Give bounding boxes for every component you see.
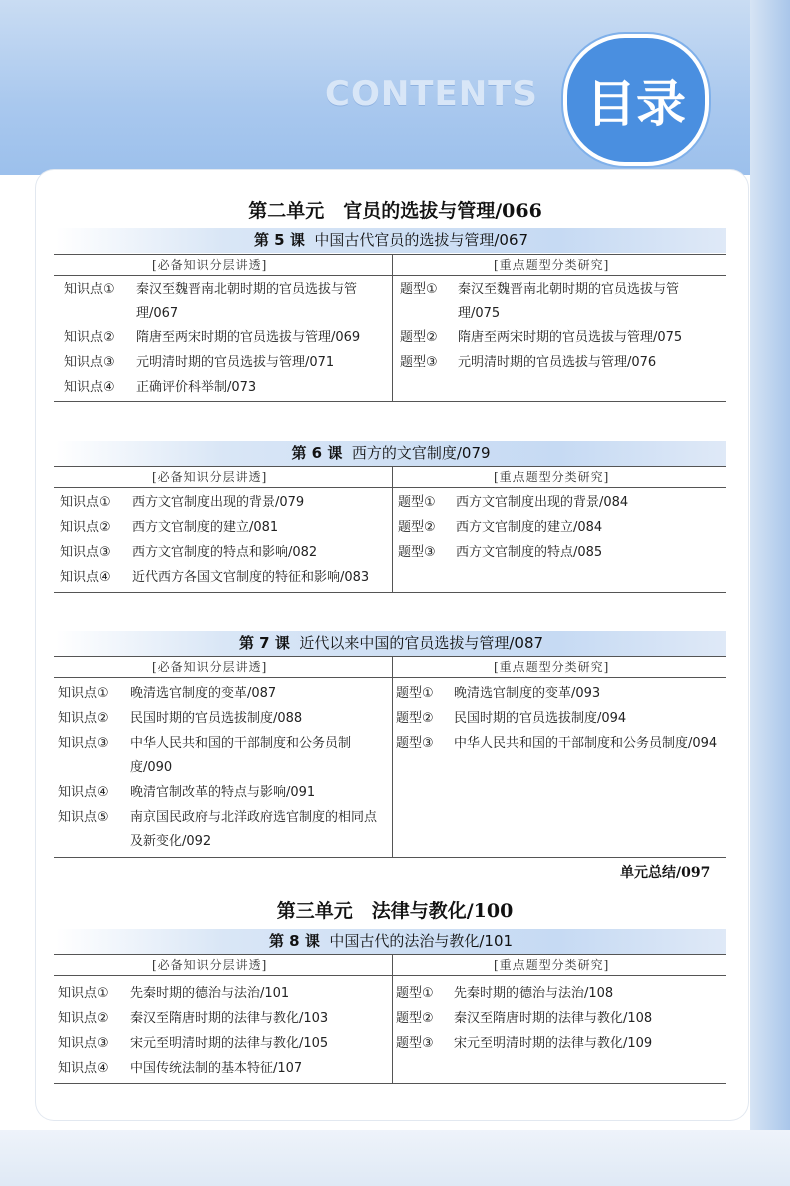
lesson-number: 第 7 课 bbox=[238, 634, 290, 652]
row-label: 知识点③ bbox=[64, 355, 115, 370]
right-column-header: [重点题型分类研究] bbox=[494, 958, 610, 972]
row-label: 题型① bbox=[398, 495, 436, 510]
lesson-box bbox=[54, 254, 726, 402]
row-text: 中华人民共和国的干部制度和公务员制度/090 bbox=[130, 736, 352, 775]
bottom-edge-decoration bbox=[0, 1130, 790, 1186]
row-label: 知识点② bbox=[64, 330, 115, 345]
row-label: 题型② bbox=[396, 1011, 434, 1026]
row-label: 知识点① bbox=[58, 686, 109, 701]
mulu-badge: 目录 bbox=[563, 34, 709, 166]
row-text: 中华人民共和国的干部制度和公务员制度/094 bbox=[454, 736, 718, 751]
row-text: 先秦时期的德治与法治/108 bbox=[454, 986, 614, 1001]
lesson-title: 近代以来中国的官员选拔与管理/087 bbox=[299, 634, 544, 652]
lesson-bar[interactable] bbox=[56, 228, 726, 253]
lesson-box bbox=[54, 656, 726, 858]
row-text: 西方文官制度的建立/081 bbox=[132, 520, 279, 535]
row-text: 晚清选官制度的变革/093 bbox=[454, 686, 601, 701]
lesson-bar[interactable] bbox=[56, 631, 726, 656]
lesson-number: 第 6 课 bbox=[291, 444, 343, 462]
row-label: 知识点⑤ bbox=[58, 810, 109, 825]
row-label: 知识点① bbox=[60, 495, 111, 510]
row-label: 题型① bbox=[396, 986, 434, 1001]
row-text: 中国传统法制的基本特征/107 bbox=[130, 1061, 303, 1076]
unit-summary-link[interactable]: 单元总结/097 bbox=[620, 865, 711, 881]
row-text: 近代西方各国文官制度的特征和影响/083 bbox=[132, 570, 370, 585]
row-text: 民国时期的官员选拔制度/094 bbox=[454, 711, 627, 726]
row-label: 知识点② bbox=[60, 520, 111, 535]
lesson-box bbox=[54, 466, 726, 593]
row-text: 元明清时期的官员选拔与管理/076 bbox=[458, 355, 657, 370]
row-text: 民国时期的官员选拔制度/088 bbox=[130, 711, 303, 726]
left-column-header: [必备知识分层讲透] bbox=[152, 660, 268, 674]
lesson-bar[interactable] bbox=[56, 929, 726, 954]
row-label: 题型③ bbox=[398, 545, 436, 560]
row-label: 知识点③ bbox=[58, 736, 109, 751]
row-label: 题型① bbox=[400, 282, 438, 297]
row-text: 西方文官制度的建立/084 bbox=[456, 520, 603, 535]
row-text: 先秦时期的德治与法治/101 bbox=[130, 986, 290, 1001]
row-text: 西方文官制度的特点和影响/082 bbox=[132, 545, 318, 560]
row-text: 西方文官制度出现的背景/079 bbox=[132, 495, 305, 510]
row-text: 宋元至明清时期的法律与教化/109 bbox=[454, 1036, 653, 1051]
row-text: 晚清官制改革的特点与影响/091 bbox=[130, 785, 316, 800]
row-label: 知识点③ bbox=[60, 545, 111, 560]
unit-title: 第二单元 官员的选拔与管理/066 bbox=[248, 200, 542, 222]
lesson-title: 西方的文官制度/079 bbox=[351, 444, 491, 462]
row-text: 南京国民政府与北洋政府选官制度的相同点及新变化/092 bbox=[130, 810, 378, 849]
right-column-header: [重点题型分类研究] bbox=[494, 660, 610, 674]
row-label: 题型③ bbox=[400, 355, 438, 370]
lesson-number: 第 5 课 bbox=[253, 231, 305, 249]
row-label: 题型① bbox=[396, 686, 434, 701]
row-label: 题型③ bbox=[396, 1036, 434, 1051]
row-label: 知识点① bbox=[58, 986, 109, 1001]
row-label: 题型② bbox=[396, 711, 434, 726]
row-text: 西方文官制度的特点/085 bbox=[456, 545, 603, 560]
row-text: 宋元至明清时期的法律与教化/105 bbox=[130, 1036, 329, 1051]
row-text: 秦汉至隋唐时期的法律与教化/103 bbox=[130, 1011, 329, 1026]
row-label: 知识点② bbox=[58, 711, 109, 726]
row-label: 知识点④ bbox=[58, 1061, 109, 1076]
row-label: 知识点④ bbox=[64, 380, 115, 395]
row-text: 秦汉至魏晋南北朝时期的官员选拔与管理/075 bbox=[458, 282, 680, 321]
row-label: 知识点④ bbox=[60, 570, 111, 585]
row-text: 秦汉至魏晋南北朝时期的官员选拔与管理/067 bbox=[136, 282, 358, 321]
row-label: 题型② bbox=[400, 330, 438, 345]
right-column-header: [重点题型分类研究] bbox=[494, 470, 610, 484]
right-column-header: [重点题型分类研究] bbox=[494, 258, 610, 272]
row-label: 知识点④ bbox=[58, 785, 109, 800]
left-column-header: [必备知识分层讲透] bbox=[152, 258, 268, 272]
right-edge-decoration bbox=[750, 0, 790, 1186]
lesson-title: 中国古代的法治与教化/101 bbox=[329, 932, 514, 950]
lesson-bar[interactable] bbox=[56, 441, 726, 466]
lesson-title: 中国古代官员的选拔与管理/067 bbox=[314, 231, 529, 249]
row-text: 隋唐至两宋时期的官员选拔与管理/075 bbox=[458, 330, 683, 345]
left-column-header: [必备知识分层讲透] bbox=[152, 470, 268, 484]
row-text: 秦汉至隋唐时期的法律与教化/108 bbox=[454, 1011, 653, 1026]
left-column-header: [必备知识分层讲透] bbox=[152, 958, 268, 972]
lesson-box bbox=[54, 954, 726, 1084]
row-text: 隋唐至两宋时期的官员选拔与管理/069 bbox=[136, 330, 361, 345]
row-text: 正确评价科举制/073 bbox=[136, 380, 257, 395]
unit-title: 第三单元 法律与教化/100 bbox=[276, 900, 514, 922]
row-label: 知识点③ bbox=[58, 1036, 109, 1051]
row-text: 元明清时期的官员选拔与管理/071 bbox=[136, 355, 335, 370]
contents-word: CONTENTS bbox=[325, 74, 538, 114]
row-text: 西方文官制度出现的背景/084 bbox=[456, 495, 629, 510]
row-text: 晚清选官制度的变革/087 bbox=[130, 686, 277, 701]
row-label: 知识点① bbox=[64, 282, 115, 297]
row-label: 题型② bbox=[398, 520, 436, 535]
row-label: 题型③ bbox=[396, 736, 434, 751]
row-label: 知识点② bbox=[58, 1011, 109, 1026]
lesson-number: 第 8 课 bbox=[268, 932, 320, 950]
